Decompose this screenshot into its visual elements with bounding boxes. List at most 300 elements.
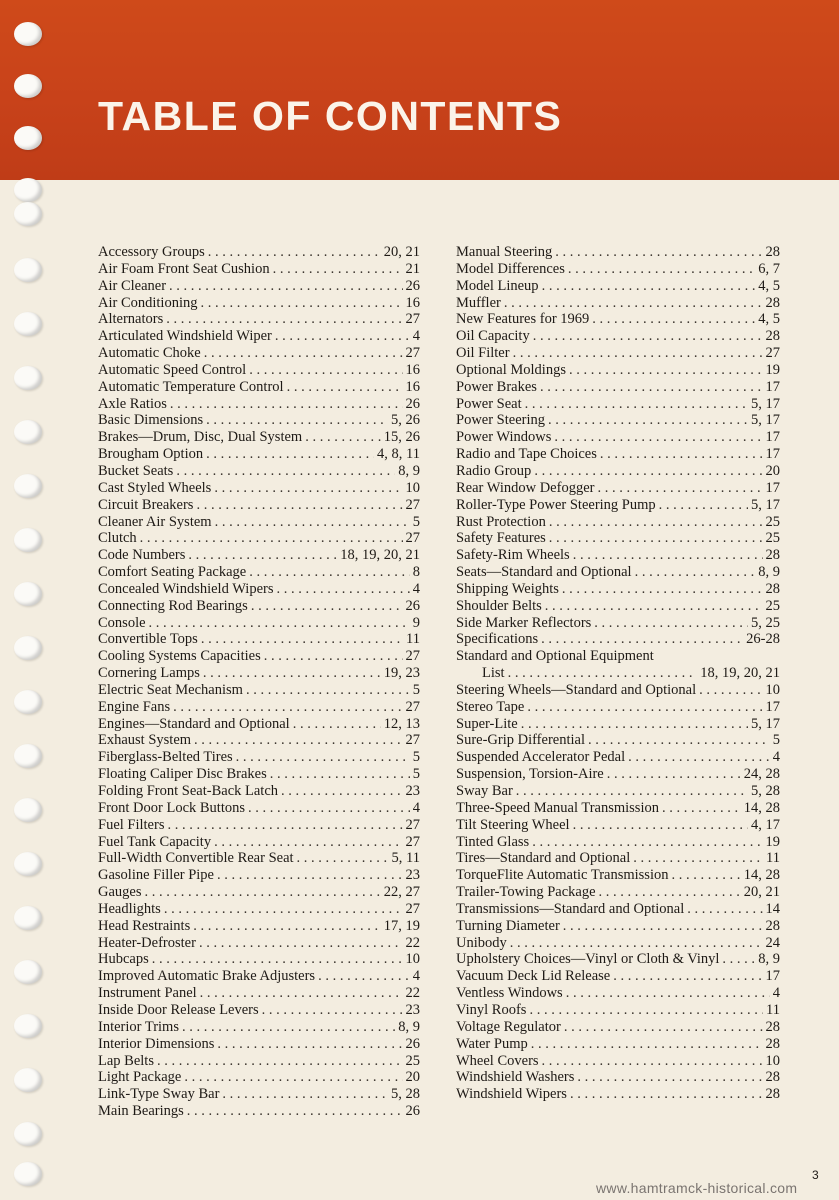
toc-entry-label: Connecting Rod Bearings <box>98 597 248 614</box>
toc-entry <box>98 345 420 362</box>
toc-entry-label: Engines—Standard and Optional <box>98 715 290 732</box>
toc-entry-pages: 11 <box>766 1001 780 1018</box>
toc-entry <box>98 665 420 682</box>
toc-entry-label: Brougham Option <box>98 446 204 463</box>
toc-entry-pages: 27 <box>405 698 420 715</box>
toc-entry-label: Model Lineup <box>456 277 539 294</box>
toc-entry-label: Front Door Lock Buttons <box>98 799 246 816</box>
toc-entry-label: Automatic Speed Control <box>98 361 247 378</box>
toc-entry-label: Unibody <box>456 934 507 951</box>
toc-entry <box>98 244 420 261</box>
toc-entry-pages: 10 <box>405 479 420 496</box>
toc-entry-label: Suspended Accelerator Pedal <box>456 749 626 766</box>
dot-leader <box>214 480 402 497</box>
binder-hole <box>14 690 42 714</box>
dot-leader <box>542 1053 763 1070</box>
binder-hole <box>14 1162 42 1186</box>
toc-entry <box>456 699 780 716</box>
toc-entry-label: Gasoline Filler Pipe <box>98 867 214 884</box>
toc-entry-label: List <box>482 665 505 682</box>
toc-entry-pages: 5 <box>412 681 420 698</box>
toc-entry-label: Interior Trims <box>98 1018 179 1035</box>
toc-entry-label: Concealed Windshield Wipers <box>98 580 274 597</box>
dot-leader <box>164 901 403 918</box>
dot-leader <box>659 497 748 514</box>
dot-leader <box>293 716 381 733</box>
dot-leader <box>251 598 403 615</box>
toc-entry-label: Folding Front Seat-Back Latch <box>98 783 279 799</box>
toc-entry-label: Upholstery Choices—Vinyl or Cloth & Vinyl <box>456 951 720 968</box>
toc-entry <box>98 396 420 413</box>
toc-entry-pages: 22 <box>405 934 420 951</box>
toc-entry-label: Automatic Temperature Control <box>98 378 284 395</box>
toc-entry-pages: 6, 7 <box>758 260 780 277</box>
toc-entry-pages: 25 <box>765 597 780 614</box>
toc-entry-label: Automatic Choke <box>98 345 201 362</box>
toc-entry-pages: 18, 19, 20, 21 <box>340 547 420 564</box>
dot-leader <box>217 867 403 884</box>
toc-entry-pages: 27 <box>405 900 420 917</box>
dot-leader <box>532 834 762 851</box>
binder-hole <box>14 852 42 876</box>
dot-leader <box>588 732 770 749</box>
toc-entry-pages: 5, 28 <box>751 783 780 799</box>
toc-entry <box>98 278 420 295</box>
binder-hole <box>14 22 42 46</box>
toc-left-column <box>98 244 420 1120</box>
dot-leader <box>287 379 403 396</box>
dot-leader <box>521 716 748 733</box>
dot-leader <box>222 1086 388 1103</box>
dot-leader <box>531 1036 763 1053</box>
toc-entry-pages: 17 <box>765 968 780 985</box>
toc-entry <box>456 564 780 581</box>
toc-entry-label: Manual Steering <box>456 244 553 260</box>
toc-entry-label: Cornering Lamps <box>98 665 200 682</box>
toc-entry <box>98 261 420 278</box>
toc-entry-pages: 28 <box>765 1018 780 1035</box>
toc-entry <box>98 412 420 429</box>
toc-entry-pages: 16 <box>405 294 420 311</box>
toc-entry-label: Cooling Systems Capacities <box>98 648 261 665</box>
toc-entry-pages: 26 <box>405 1103 420 1120</box>
toc-entry-pages: 16 <box>405 361 420 378</box>
toc-entry-label: Link-Type Sway Bar <box>98 1086 220 1103</box>
toc-entry-pages: 4 <box>412 799 420 816</box>
dot-leader <box>633 850 763 867</box>
toc-entry-label: Cleaner Air System <box>98 513 212 530</box>
toc-entry-label: Code Numbers <box>98 547 186 564</box>
toc-entry-pages: 5, 17 <box>751 715 780 732</box>
toc-entry-pages: 27 <box>405 648 420 665</box>
toc-entry <box>98 362 420 379</box>
toc-entry <box>98 547 420 564</box>
toc-entry <box>98 884 420 901</box>
dot-leader <box>196 497 402 514</box>
dot-leader <box>592 311 755 328</box>
toc-entry-label: Shipping Weights <box>456 580 559 597</box>
dot-leader <box>249 362 402 379</box>
toc-entry-label: Exhaust System <box>98 732 192 749</box>
toc-entry <box>456 648 780 665</box>
toc-entry <box>98 1053 420 1070</box>
toc-entry-label: Super-Lite <box>456 715 518 732</box>
toc-entry-pages: 17 <box>765 446 780 463</box>
toc-entry <box>456 514 780 531</box>
toc-entry <box>456 1086 780 1103</box>
toc-entry-label: Oil Filter <box>456 345 510 362</box>
toc-entry-label: Side Marker Reflectors <box>456 614 592 631</box>
dot-leader <box>201 631 403 648</box>
toc-entry-pages: 27 <box>405 530 420 547</box>
dot-leader <box>262 1002 403 1019</box>
toc-entry <box>456 598 780 615</box>
dot-leader <box>305 429 381 446</box>
toc-entry <box>456 1069 780 1086</box>
toc-entry-label: Circuit Breakers <box>98 496 194 513</box>
dot-leader <box>182 1019 395 1036</box>
toc-entry-pages: 11 <box>766 850 780 867</box>
toc-entry <box>98 918 420 935</box>
toc-entry <box>98 732 420 749</box>
dot-leader <box>264 648 403 665</box>
dot-leader <box>194 732 402 749</box>
toc-entry-pages: 14, 28 <box>743 867 780 884</box>
toc-entry <box>98 1002 420 1019</box>
binder-hole <box>14 420 42 444</box>
dot-leader <box>687 901 762 918</box>
dot-leader <box>600 446 763 463</box>
toc-entry <box>456 446 780 463</box>
dot-leader <box>562 581 763 598</box>
toc-entry-label: Seats—Standard and Optional <box>456 564 632 581</box>
toc-entry <box>456 682 780 699</box>
toc-entry-pages: 18, 19, 20, 21 <box>700 665 780 682</box>
dot-leader <box>214 834 402 851</box>
toc-entry-label: Engine Fans <box>98 698 171 715</box>
toc-entry-label: Air Conditioning <box>98 294 198 311</box>
toc-entry-label: Voltage Regulator <box>456 1018 561 1035</box>
toc-entry-pages: 5 <box>412 766 420 783</box>
toc-entry <box>98 598 420 615</box>
toc-entry-label: Transmissions—Standard and Optional <box>456 900 685 917</box>
toc-entry-pages: 23 <box>405 867 420 884</box>
toc-entry <box>98 766 420 783</box>
toc-entry <box>456 497 780 514</box>
toc-entry <box>456 732 780 749</box>
toc-entry-label: Power Windows <box>456 429 552 446</box>
toc-entry <box>98 530 420 547</box>
dot-leader <box>516 783 748 800</box>
toc-entry <box>98 800 420 817</box>
toc-entry-pages: 5, 26 <box>391 412 420 429</box>
toc-entry-pages: 22 <box>405 985 420 1002</box>
toc-entry <box>98 631 420 648</box>
toc-entry-label: Fuel Tank Capacity <box>98 833 212 850</box>
dot-leader <box>594 615 748 632</box>
dot-leader <box>184 1069 402 1086</box>
header-band <box>0 0 839 180</box>
toc-entry-label: Rear Window Defogger <box>456 479 595 496</box>
toc-entry-label: Safety Features <box>456 530 546 547</box>
toc-entry-label: Fiberglass-Belted Tires <box>98 749 233 766</box>
toc-entry <box>98 581 420 598</box>
binder-holes <box>0 0 60 1200</box>
toc-entry-label: Heater-Defroster <box>98 934 196 951</box>
watermark: www.hamtramck-historical.com <box>596 1180 798 1196</box>
toc-entry-pages: 22, 27 <box>383 884 420 901</box>
toc-entry-pages: 28 <box>765 1086 780 1103</box>
toc-entry <box>98 1036 420 1053</box>
toc-entry-label: Windshield Wipers <box>456 1086 567 1103</box>
dot-leader <box>188 547 337 564</box>
binder-hole <box>14 202 42 226</box>
toc-entry <box>98 1019 420 1036</box>
dot-leader <box>173 699 402 716</box>
dot-leader <box>273 261 403 278</box>
toc-entry-pages: 4, 8, 11 <box>377 446 420 463</box>
toc-entry <box>456 834 780 851</box>
toc-entry <box>456 345 780 362</box>
toc-entry-pages: 16 <box>405 378 420 395</box>
page-number: 3 <box>812 1168 819 1182</box>
toc-entry-pages: 19 <box>765 361 780 378</box>
dot-leader <box>599 884 741 901</box>
toc-entry-label: Alternators <box>98 311 164 328</box>
toc-entry-pages: 24, 28 <box>743 766 780 783</box>
toc-entry <box>456 530 780 547</box>
toc-entry-pages: 9 <box>412 614 420 631</box>
toc-entry <box>456 817 780 834</box>
toc-entry <box>456 951 780 968</box>
toc-entry <box>98 682 420 699</box>
toc-entry-label: Safety-Rim Wheels <box>456 547 570 564</box>
dot-leader <box>249 564 410 581</box>
toc-entry <box>456 1036 780 1053</box>
toc-entry-pages: 4 <box>772 749 780 766</box>
toc-entry <box>456 935 780 952</box>
toc-entry-pages: 11 <box>406 631 420 648</box>
binder-hole <box>14 1068 42 1092</box>
toc-entry-label: Electric Seat Mechanism <box>98 681 243 698</box>
toc-entry <box>98 311 420 328</box>
toc-entry <box>98 514 420 531</box>
dot-leader <box>199 935 403 952</box>
dot-leader <box>208 244 381 261</box>
toc-entry-label: Radio Group <box>456 462 532 479</box>
binder-hole <box>14 474 42 498</box>
dot-leader <box>534 463 762 480</box>
dot-leader <box>541 631 743 648</box>
dot-leader <box>564 1019 763 1036</box>
toc-entry-label: Floating Caliper Disc Brakes <box>98 766 267 783</box>
dot-leader <box>568 261 755 278</box>
toc-entry-pages: 24 <box>765 934 780 951</box>
dot-leader <box>297 850 389 867</box>
toc-entry-pages: 27 <box>405 833 420 850</box>
dot-leader <box>270 766 410 783</box>
dot-leader <box>529 1002 763 1019</box>
toc-entry-label: Shoulder Belts <box>456 597 542 614</box>
toc-entry-label: Lap Belts <box>98 1052 154 1069</box>
toc-entry-label: Vacuum Deck Lid Release <box>456 968 611 985</box>
toc-entry <box>456 547 780 564</box>
toc-entry-pages: 19, 23 <box>383 665 420 682</box>
dot-leader <box>699 682 762 699</box>
dot-leader <box>722 951 755 968</box>
toc-entry-pages: 4, 5 <box>758 277 780 294</box>
toc-entry-pages: 5, 17 <box>751 395 780 412</box>
toc-entry-pages: 4, 5 <box>758 311 780 328</box>
toc-entry-pages: 5, 25 <box>751 614 780 631</box>
toc-entry <box>456 665 780 682</box>
toc-entry-pages: 26 <box>405 1035 420 1052</box>
dot-leader <box>504 295 763 312</box>
dot-leader <box>527 699 762 716</box>
toc-entry-label: Suspension, Torsion-Aire <box>456 766 604 783</box>
dot-leader <box>577 1069 762 1086</box>
toc-entry <box>98 480 420 497</box>
toc-entry <box>98 867 420 884</box>
toc-entry <box>456 1019 780 1036</box>
dot-leader <box>635 564 756 581</box>
toc-entry-pages: 28 <box>765 328 780 345</box>
toc-entry-label: Headlights <box>98 900 161 917</box>
toc-entry-pages: 8, 9 <box>398 1018 420 1035</box>
toc-entry-pages: 26 <box>405 597 420 614</box>
toc-entry-label: Optional Moldings <box>456 361 566 378</box>
toc-entry-pages: 14 <box>765 900 780 917</box>
toc-entry-label: Water Pump <box>456 1035 528 1052</box>
dot-leader <box>542 278 756 295</box>
binder-hole <box>14 178 42 202</box>
toc-entry-pages: 14, 28 <box>743 799 780 816</box>
toc-entry-label: Head Restraints <box>98 917 191 934</box>
toc-entry <box>98 1069 420 1086</box>
binder-hole <box>14 582 42 606</box>
toc-entry <box>98 328 420 345</box>
toc-entry <box>98 463 420 480</box>
toc-entry-label: Muffler <box>456 294 501 311</box>
dot-leader <box>149 615 410 632</box>
toc-entry-pages: 28 <box>765 294 780 311</box>
dot-leader <box>508 665 698 682</box>
toc-entry <box>456 396 780 413</box>
toc-entry-label: Convertible Tops <box>98 631 198 648</box>
toc-entry-pages: 28 <box>765 580 780 597</box>
toc-entry <box>456 1053 780 1070</box>
toc-entry <box>456 985 780 1002</box>
toc-entry-label: Roller-Type Power Steering Pump <box>456 496 656 513</box>
dot-leader <box>510 935 763 952</box>
toc-entry <box>456 1002 780 1019</box>
dot-leader <box>525 396 748 413</box>
toc-entry-label: Air Foam Front Seat Cushion <box>98 260 270 277</box>
toc-entry-label: Comfort Seating Package <box>98 564 247 581</box>
dot-leader <box>569 362 763 379</box>
toc-entry-label: Inside Door Release Levers <box>98 1001 259 1018</box>
toc-entry <box>456 631 780 648</box>
toc-entry <box>456 480 780 497</box>
dot-leader <box>540 379 763 396</box>
dot-leader <box>145 884 381 901</box>
dot-leader <box>671 867 740 884</box>
toc-entry <box>98 716 420 733</box>
dot-leader <box>548 412 748 429</box>
dot-leader <box>607 766 741 783</box>
toc-entry-pages: 5 <box>412 513 420 530</box>
toc-entry-pages: 27 <box>405 496 420 513</box>
toc-entry <box>456 278 780 295</box>
toc-entry <box>98 968 420 985</box>
toc-entry-label: Cast Styled Wheels <box>98 479 212 496</box>
dot-leader <box>217 1036 402 1053</box>
toc-entry-label: Rust Protection <box>456 513 546 530</box>
dot-leader <box>246 682 410 699</box>
binder-hole <box>14 906 42 930</box>
toc-entry-pages: 25 <box>765 530 780 547</box>
toc-entry <box>456 328 780 345</box>
toc-entry-pages: 10 <box>405 951 420 968</box>
toc-right-column <box>456 244 780 1103</box>
dot-leader <box>157 1053 403 1070</box>
dot-leader <box>281 783 402 800</box>
toc-entry-label: Fuel Filters <box>98 816 165 833</box>
dot-leader <box>662 800 741 817</box>
toc-entry-pages: 4 <box>772 985 780 1002</box>
dot-leader <box>566 985 770 1002</box>
toc-entry-label: Bucket Seats <box>98 462 174 479</box>
toc-entry-pages: 4 <box>412 580 420 597</box>
dot-leader <box>555 244 762 261</box>
toc-entry-pages: 23 <box>405 783 420 799</box>
dot-leader <box>597 480 762 497</box>
dot-leader <box>570 1086 763 1103</box>
toc-entry-label: Radio and Tape Choices <box>456 446 597 463</box>
toc-entry-label: Model Differences <box>456 260 565 277</box>
toc-entry-pages: 26-28 <box>746 631 780 648</box>
toc-entry-label: Vinyl Roofs <box>456 1001 527 1018</box>
toc-entry <box>456 412 780 429</box>
binder-hole <box>14 960 42 984</box>
toc-entry-label: Tires—Standard and Optional <box>456 850 631 867</box>
dot-leader <box>549 530 763 547</box>
toc-entry-label: Axle Ratios <box>98 395 167 412</box>
toc-entry-label: Stereo Tape <box>456 698 525 715</box>
toc-entry-label: Full-Width Convertible Rear Seat <box>98 850 294 867</box>
toc-entry-pages: 17, 19 <box>383 917 420 934</box>
toc-entry <box>98 295 420 312</box>
dot-leader <box>554 429 762 446</box>
toc-entry-label: Wheel Covers <box>456 1052 539 1069</box>
toc-entry-pages: 25 <box>405 1052 420 1069</box>
dot-leader <box>187 1103 403 1120</box>
toc-entry-pages: 28 <box>765 547 780 564</box>
toc-entry <box>98 648 420 665</box>
toc-entry <box>456 295 780 312</box>
binder-hole <box>14 798 42 822</box>
toc-entry-label: Light Package <box>98 1069 182 1086</box>
dot-leader <box>203 665 381 682</box>
binder-hole <box>14 312 42 336</box>
toc-entry-pages: 5 <box>772 732 780 749</box>
toc-entry-pages: 17 <box>765 479 780 496</box>
toc-entry-label: Power Steering <box>456 412 545 429</box>
toc-entry-label: Main Bearings <box>98 1103 184 1120</box>
toc-entry <box>98 850 420 867</box>
toc-entry-pages: 17 <box>765 429 780 446</box>
toc-entry-pages: 5, 17 <box>751 496 780 513</box>
